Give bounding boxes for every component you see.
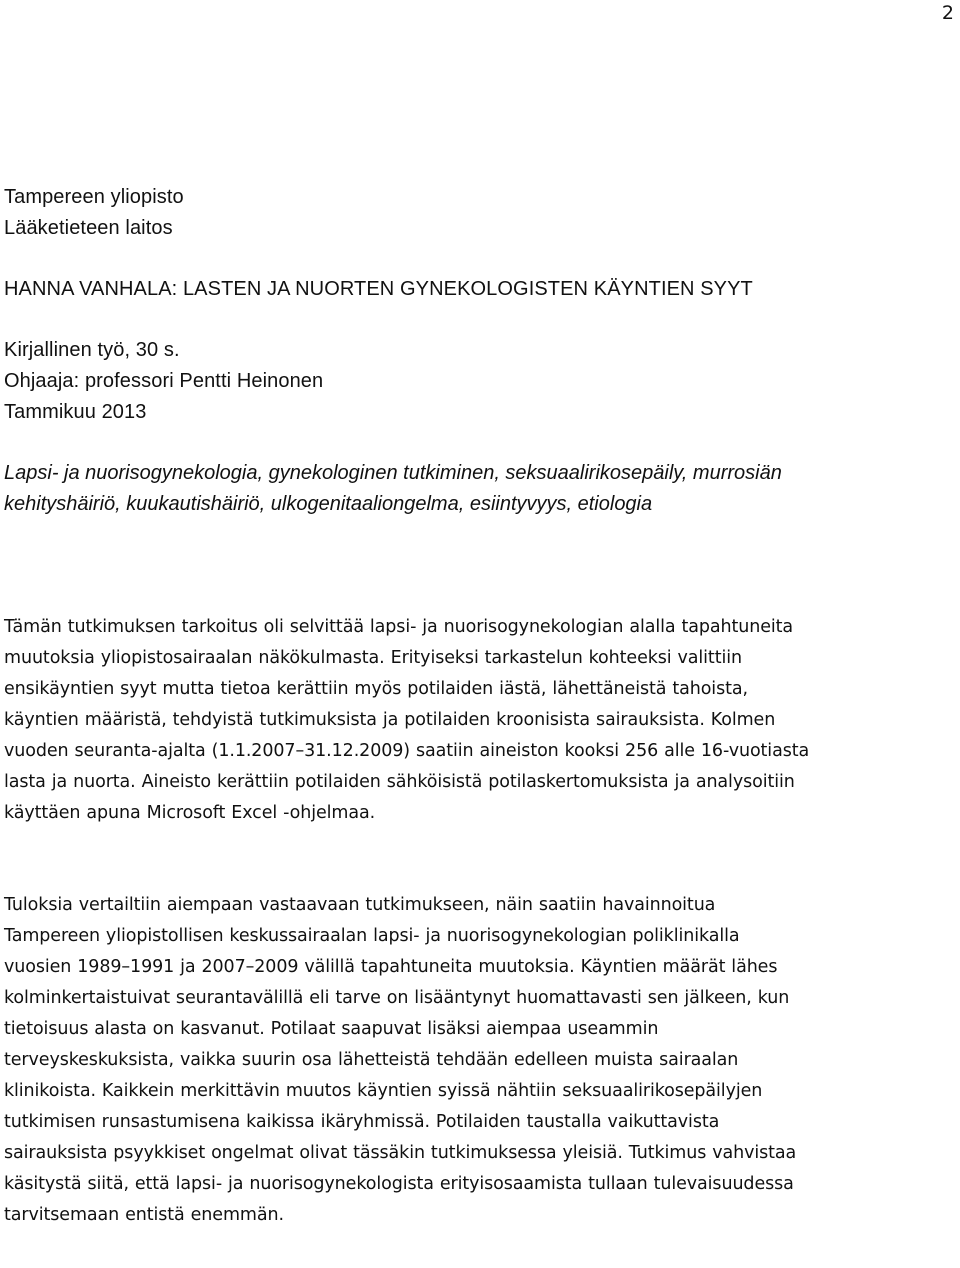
abstract-line: käyttäen apuna Microsoft Excel -ohjelmaa. bbox=[4, 803, 376, 823]
abstract-line: muutoksia yliopistosairaalan näkökulmasta. Erityiseksi tarkastelun kohteeksi valittiin bbox=[4, 648, 742, 668]
abstract-paragraph-2 bbox=[4, 890, 956, 1231]
abstract-line: Tämän tutkimuksen tarkoitus oli selvittää lapsi- ja nuorisogynekologian alalla tapahtuneita bbox=[4, 617, 794, 637]
work-type: Kirjallinen työ, 30 s. bbox=[4, 339, 180, 361]
abstract-line: Tampereen yliopistollisen keskussairaalan lapsi- ja nuorisogynekologian poliklinikalla bbox=[4, 926, 740, 946]
keywords-line: Lapsi- ja nuorisogynekologia, gynekologinen tutkiminen, seksuaalirikosepäily, murrosiän bbox=[4, 462, 782, 484]
keywords-line: kehityshäiriö, kuukautishäiriö, ulkogenitaaliongelma, esiintyvyys, etiologia bbox=[4, 493, 653, 515]
abstract-line: klinikoista. Kaikkein merkittävin muutos käyntien syissä nähtiin seksuaalirikosepäilyjen bbox=[4, 1081, 763, 1101]
abstract-line: tarvitsemaan entistä enemmän. bbox=[4, 1205, 284, 1225]
abstract-paragraph-1 bbox=[4, 612, 956, 829]
abstract-line: ensikäyntien syyt mutta tietoa kerättiin myös potilaiden iästä, lähettäneistä tahoista, bbox=[4, 679, 748, 699]
abstract-line: sairauksista psyykkiset ongelmat olivat tässäkin tutkimuksessa yleisiä. Tutkimus vahvistaa bbox=[4, 1143, 797, 1163]
abstract-line: käsitystä siitä, että lapsi- ja nuorisogynekologista erityisosaamista tullaan tulevaisuudessa bbox=[4, 1174, 794, 1194]
department-name: Lääketieteen laitos bbox=[4, 217, 173, 239]
document-title: HANNA VANHALA: LASTEN JA NUORTEN GYNEKOLOGISTEN KÄYNTIEN SYYT bbox=[4, 278, 753, 300]
abstract-line: vuosien 1989–1991 ja 2007–2009 välillä tapahtuneita muutoksia. Käyntien määrät lähes bbox=[4, 957, 778, 977]
page-number: 2 bbox=[941, 2, 954, 24]
keywords-block bbox=[4, 458, 956, 520]
abstract-line: tutkimisen runsastumisena kaikissa ikäryhmissä. Potilaiden taustalla vaikuttavista bbox=[4, 1112, 720, 1132]
abstract-line: Tuloksia vertailtiin aiempaan vastaavaan tutkimukseen, näin saatiin havainnoitua bbox=[4, 895, 716, 915]
university-name: Tampereen yliopisto bbox=[4, 186, 184, 208]
abstract-line: vuoden seuranta-ajalta (1.1.2007–31.12.2009) saatiin aineiston kooksi 256 alle 16-vuotiasta bbox=[4, 741, 810, 761]
publication-date: Tammikuu 2013 bbox=[4, 401, 147, 423]
document-body bbox=[4, 182, 956, 1231]
abstract-line: lasta ja nuorta. Aineisto kerättiin potilaiden sähköisistä potilaskertomuksista ja analysoitiin bbox=[4, 772, 795, 792]
abstract-line: käyntien määristä, tehdyistä tutkimuksista ja potilaiden kroonisista sairauksista. Kolmen bbox=[4, 710, 776, 730]
supervisor: Ohjaaja: professori Pentti Heinonen bbox=[4, 370, 324, 392]
abstract-line: kolminkertaistuivat seurantavälillä eli tarve on lisääntynyt huomattavasti sen jälkeen, kun bbox=[4, 988, 790, 1008]
abstract-line: tietoisuus alasta on kasvanut. Potilaat saapuvat lisäksi aiempaa useammin bbox=[4, 1019, 659, 1039]
abstract-line: terveyskeskuksista, vaikka suurin osa lähetteistä tehdään edelleen muista sairaalan bbox=[4, 1050, 739, 1070]
